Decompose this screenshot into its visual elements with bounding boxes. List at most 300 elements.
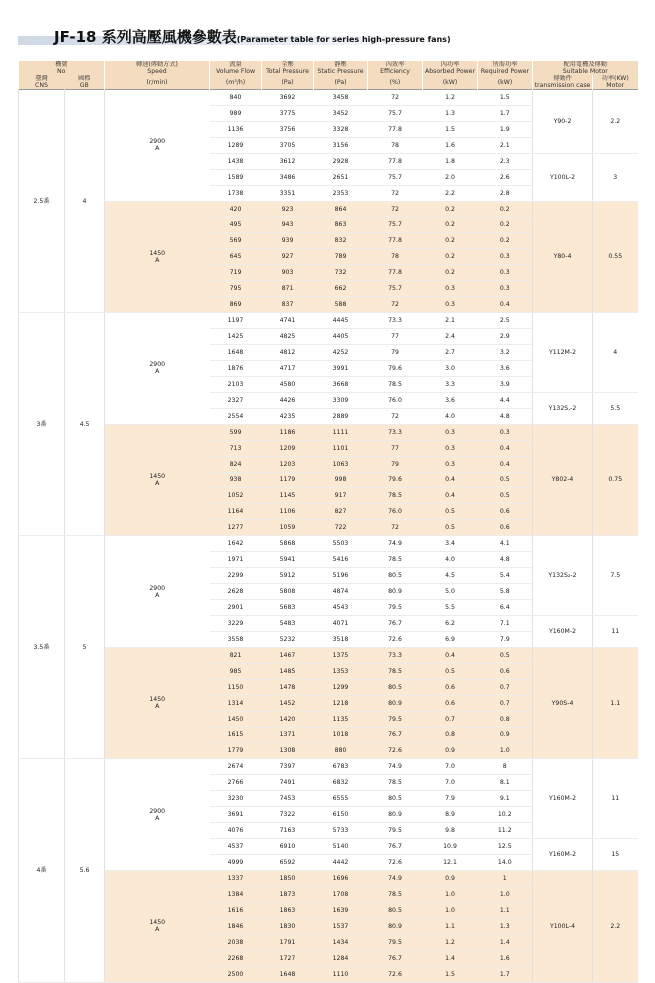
total-pressure-cell: 1186 [262,424,314,440]
flow-cell: 1589 [210,169,262,185]
transmission-cell: Y160M-2 [533,615,593,647]
required-power-cell: 1.6 [478,950,533,966]
header-speed: 轉速(傳動方式) Speed [105,61,210,75]
flow-cell: 1197 [210,313,262,329]
total-pressure-cell: 4741 [262,313,314,329]
total-pressure-cell: 923 [262,201,314,217]
flow-cell: 1971 [210,552,262,568]
required-power-cell: 0.3 [478,281,533,297]
static-pressure-cell: 3668 [314,376,368,392]
absorbed-power-cell: 7.9 [423,791,478,807]
static-pressure-cell: 5196 [314,568,368,584]
gb-model-cell: 5 [65,536,105,759]
title-subtitle: (Parameter table for series high-pressure fans) [236,35,451,44]
required-power-cell: 7.9 [478,631,533,647]
required-power-cell: 0.6 [478,663,533,679]
total-pressure-cell: 943 [262,217,314,233]
motor-power-cell: 11 [593,759,638,839]
total-pressure-cell: 3756 [262,121,314,137]
efficiency-cell: 79.5 [368,934,423,950]
flow-cell: 1384 [210,886,262,902]
absorbed-power-cell: 6.9 [423,631,478,647]
static-pressure-cell: 2928 [314,153,368,169]
efficiency-cell: 80.5 [368,791,423,807]
flow-cell: 1438 [210,153,262,169]
flow-cell: 1150 [210,679,262,695]
required-power-cell: 0.7 [478,695,533,711]
absorbed-power-cell: 2.0 [423,169,478,185]
static-pressure-cell: 3328 [314,121,368,137]
title-block [18,26,468,48]
header-transmission: 傳動件 transmission case [533,75,593,90]
transmission-cell: Y100L-2 [533,153,593,201]
unit-total-pressure: (Pa) [262,75,314,90]
speed-rpm: 1450 [149,472,166,480]
gb-model-cell: 4 [65,90,105,313]
unit-absorbed-power: (kW) [423,75,478,90]
efficiency-cell: 76.0 [368,504,423,520]
absorbed-power-cell: 1.6 [423,137,478,153]
parameter-table [18,61,638,983]
efficiency-cell: 77 [368,329,423,345]
table-row [19,90,638,106]
drive-type: A [155,814,160,822]
efficiency-cell: 72.6 [368,966,423,982]
required-power-cell: 0.7 [478,679,533,695]
required-power-cell: 1.1 [478,902,533,918]
static-pressure-cell: 1708 [314,886,368,902]
static-pressure-cell: 864 [314,201,368,217]
static-pressure-cell: 2353 [314,185,368,201]
speed-cell [105,759,210,871]
efficiency-cell: 78.5 [368,663,423,679]
required-power-cell: 5.4 [478,568,533,584]
absorbed-power-cell: 8.9 [423,807,478,823]
absorbed-power-cell: 0.2 [423,249,478,265]
motor-power-cell: 7.5 [593,536,638,616]
header-static-pressure: 靜壓 Static Pressure [314,61,368,75]
absorbed-power-cell: 0.2 [423,233,478,249]
required-power-cell: 0.6 [478,520,533,536]
total-pressure-cell: 1308 [262,743,314,759]
total-pressure-cell: 5868 [262,536,314,552]
efficiency-cell: 78.5 [368,552,423,568]
total-pressure-cell: 3612 [262,153,314,169]
absorbed-power-cell: 0.6 [423,695,478,711]
unit-efficiency: (%) [368,75,423,90]
required-power-cell: 11.2 [478,823,533,839]
flow-cell: 795 [210,281,262,297]
required-power-cell: 7.1 [478,615,533,631]
absorbed-power-cell: 3.3 [423,376,478,392]
total-pressure-cell: 1791 [262,934,314,950]
transmission-cell: Y160M-2 [533,839,593,871]
flow-cell: 869 [210,297,262,313]
required-power-cell: 2.3 [478,153,533,169]
flow-cell: 569 [210,233,262,249]
efficiency-cell: 74.9 [368,870,423,886]
drive-type: A [155,145,160,153]
total-pressure-cell: 6910 [262,839,314,855]
static-pressure-cell: 3991 [314,360,368,376]
absorbed-power-cell: 1.5 [423,966,478,982]
total-pressure-cell: 1145 [262,488,314,504]
static-pressure-cell: 6783 [314,759,368,775]
static-pressure-cell: 3518 [314,631,368,647]
table-header [19,61,638,90]
total-pressure-cell: 1209 [262,440,314,456]
efficiency-cell: 80.5 [368,902,423,918]
flow-cell: 2901 [210,600,262,616]
static-pressure-cell: 1639 [314,902,368,918]
absorbed-power-cell: 3.0 [423,360,478,376]
transmission-cell: Y160M-2 [533,759,593,839]
static-pressure-cell: 3309 [314,392,368,408]
absorbed-power-cell: 1.8 [423,153,478,169]
required-power-cell: 0.5 [478,647,533,663]
header-motor: 配用電機及傳動 Suitable Motor [533,61,638,75]
motor-power-cell: 5.5 [593,392,638,424]
flow-cell: 938 [210,472,262,488]
flow-cell: 1450 [210,711,262,727]
required-power-cell: 2.9 [478,329,533,345]
static-pressure-cell: 722 [314,520,368,536]
static-pressure-cell: 1110 [314,966,368,982]
absorbed-power-cell: 0.8 [423,727,478,743]
static-pressure-cell: 5503 [314,536,368,552]
efficiency-cell: 76.0 [368,392,423,408]
table-row [19,201,638,217]
absorbed-power-cell: 0.9 [423,743,478,759]
efficiency-cell: 74.9 [368,536,423,552]
efficiency-cell: 79.6 [368,360,423,376]
required-power-cell: 0.6 [478,504,533,520]
total-pressure-cell: 1648 [262,966,314,982]
efficiency-cell: 79.5 [368,823,423,839]
required-power-cell: 4.8 [478,552,533,568]
motor-power-cell: 4 [593,313,638,393]
speed-cell [105,90,210,202]
required-power-cell: 9.1 [478,791,533,807]
flow-cell: 713 [210,440,262,456]
efficiency-cell: 79.5 [368,711,423,727]
flow-cell: 1738 [210,185,262,201]
flow-cell: 4999 [210,855,262,871]
flow-cell: 1164 [210,504,262,520]
total-pressure-cell: 7322 [262,807,314,823]
required-power-cell: 8 [478,759,533,775]
required-power-cell: 0.3 [478,424,533,440]
total-pressure-cell: 3692 [262,90,314,106]
required-power-cell: 0.4 [478,456,533,472]
efficiency-cell: 77 [368,440,423,456]
efficiency-cell: 75.7 [368,169,423,185]
required-power-cell: 3.2 [478,345,533,361]
flow-cell: 1779 [210,743,262,759]
required-power-cell: 3.9 [478,376,533,392]
flow-cell: 495 [210,217,262,233]
motor-power-cell: 1.1 [593,647,638,759]
absorbed-power-cell: 3.4 [423,536,478,552]
required-power-cell: 0.5 [478,472,533,488]
efficiency-cell: 80.9 [368,807,423,823]
required-power-cell: 6.4 [478,600,533,616]
speed-cell [105,870,210,982]
required-power-cell: 2.5 [478,313,533,329]
total-pressure-cell: 903 [262,265,314,281]
static-pressure-cell: 6150 [314,807,368,823]
absorbed-power-cell: 0.2 [423,265,478,281]
flow-cell: 2327 [210,392,262,408]
required-power-cell: 4.4 [478,392,533,408]
static-pressure-cell: 4543 [314,600,368,616]
required-power-cell: 0.9 [478,727,533,743]
absorbed-power-cell: 6.2 [423,615,478,631]
efficiency-cell: 79 [368,456,423,472]
total-pressure-cell: 1863 [262,902,314,918]
transmission-cell: Y132S₂-2 [533,536,593,616]
required-power-cell: 2.6 [478,169,533,185]
absorbed-power-cell: 1.5 [423,121,478,137]
unit-speed: (r/min) [105,75,210,90]
required-power-cell: 14.0 [478,855,533,871]
total-pressure-cell: 4235 [262,408,314,424]
static-pressure-cell: 1299 [314,679,368,695]
flow-cell: 2038 [210,934,262,950]
total-pressure-cell: 1059 [262,520,314,536]
required-power-cell: 4.8 [478,408,533,424]
speed-cell [105,536,210,648]
drive-type: A [155,256,160,264]
absorbed-power-cell: 5.0 [423,584,478,600]
total-pressure-cell: 1478 [262,679,314,695]
speed-cell [105,313,210,425]
required-power-cell: 1.3 [478,918,533,934]
static-pressure-cell: 662 [314,281,368,297]
efficiency-cell: 80.9 [368,695,423,711]
total-pressure-cell: 3705 [262,137,314,153]
absorbed-power-cell: 2.2 [423,185,478,201]
table-row [19,759,638,775]
absorbed-power-cell: 0.3 [423,281,478,297]
efficiency-cell: 76.7 [368,839,423,855]
flow-cell: 599 [210,424,262,440]
absorbed-power-cell: 0.5 [423,520,478,536]
total-pressure-cell: 1873 [262,886,314,902]
efficiency-cell: 78 [368,249,423,265]
efficiency-cell: 78.5 [368,376,423,392]
flow-cell: 2299 [210,568,262,584]
unit-required-power: (kW) [478,75,533,90]
transmission-cell: Y90S-4 [533,647,593,759]
flow-cell: 645 [210,249,262,265]
total-pressure-cell: 939 [262,233,314,249]
total-pressure-cell: 1420 [262,711,314,727]
total-pressure-cell: 3775 [262,105,314,121]
total-pressure-cell: 1452 [262,695,314,711]
flow-cell: 1337 [210,870,262,886]
speed-rpm: 2900 [149,361,166,369]
motor-power-cell: 3 [593,153,638,201]
efficiency-cell: 80.9 [368,584,423,600]
static-pressure-cell: 5140 [314,839,368,855]
flow-cell: 420 [210,201,262,217]
flow-cell: 1615 [210,727,262,743]
absorbed-power-cell: 0.4 [423,488,478,504]
motor-power-cell: 0.55 [593,201,638,313]
static-pressure-cell: 1375 [314,647,368,663]
required-power-cell: 0.2 [478,201,533,217]
required-power-cell: 0.2 [478,233,533,249]
total-pressure-cell: 7453 [262,791,314,807]
efficiency-cell: 80.5 [368,568,423,584]
flow-cell: 2554 [210,408,262,424]
flow-cell: 1648 [210,345,262,361]
header-total-pressure: 全壓 Total Pressure [262,61,314,75]
required-power-cell: 0.3 [478,249,533,265]
static-pressure-cell: 5416 [314,552,368,568]
flow-cell: 1289 [210,137,262,153]
cns-model-cell: 4番 [19,759,65,982]
static-pressure-cell: 1018 [314,727,368,743]
absorbed-power-cell: 4.5 [423,568,478,584]
table-row [19,870,638,886]
total-pressure-cell: 5683 [262,600,314,616]
flow-cell: 1616 [210,902,262,918]
speed-rpm: 1450 [149,696,166,704]
flow-cell: 824 [210,456,262,472]
gb-model-cell: 5.6 [65,759,105,982]
absorbed-power-cell: 0.5 [423,663,478,679]
table-row [19,424,638,440]
static-pressure-cell: 2889 [314,408,368,424]
header-motor-power: 功率(KW) Motor [593,75,638,90]
static-pressure-cell: 732 [314,265,368,281]
required-power-cell: 12.5 [478,839,533,855]
drive-type: A [155,368,160,376]
static-pressure-cell: 2651 [314,169,368,185]
required-power-cell: 8.1 [478,775,533,791]
efficiency-cell: 72 [368,297,423,313]
flow-cell: 1846 [210,918,262,934]
transmission-cell: Y80-4 [533,201,593,313]
efficiency-cell: 72 [368,201,423,217]
table-row [19,647,638,663]
flow-cell: 1876 [210,360,262,376]
efficiency-cell: 78.5 [368,886,423,902]
total-pressure-cell: 1485 [262,663,314,679]
total-pressure-cell: 1727 [262,950,314,966]
static-pressure-cell: 1111 [314,424,368,440]
required-power-cell: 0.2 [478,217,533,233]
total-pressure-cell: 5483 [262,615,314,631]
absorbed-power-cell: 2.1 [423,313,478,329]
total-pressure-cell: 3486 [262,169,314,185]
static-pressure-cell: 4874 [314,584,368,600]
flow-cell: 3229 [210,615,262,631]
absorbed-power-cell: 0.3 [423,456,478,472]
flow-cell: 985 [210,663,262,679]
absorbed-power-cell: 7.0 [423,775,478,791]
static-pressure-cell: 1353 [314,663,368,679]
flow-cell: 3230 [210,791,262,807]
static-pressure-cell: 863 [314,217,368,233]
required-power-cell: 0.4 [478,440,533,456]
flow-cell: 3691 [210,807,262,823]
required-power-cell: 1.0 [478,886,533,902]
efficiency-cell: 78.5 [368,488,423,504]
total-pressure-cell: 7163 [262,823,314,839]
required-power-cell: 1 [478,870,533,886]
absorbed-power-cell: 7.0 [423,759,478,775]
efficiency-cell: 72 [368,90,423,106]
table-body [19,90,638,983]
static-pressure-cell: 4445 [314,313,368,329]
speed-rpm: 2900 [149,584,166,592]
total-pressure-cell: 7397 [262,759,314,775]
static-pressure-cell: 1284 [314,950,368,966]
title-main-text: JF-18 系列高壓風機參數表 [54,28,237,46]
required-power-cell: 1.0 [478,743,533,759]
static-pressure-cell: 3156 [314,137,368,153]
drive-type: A [155,703,160,711]
efficiency-cell: 72.6 [368,855,423,871]
absorbed-power-cell: 1.1 [423,918,478,934]
speed-rpm: 2900 [149,807,166,815]
efficiency-cell: 75.7 [368,105,423,121]
motor-power-cell: 15 [593,839,638,871]
efficiency-cell: 73.3 [368,647,423,663]
absorbed-power-cell: 0.3 [423,424,478,440]
flow-cell: 840 [210,90,262,106]
static-pressure-cell: 917 [314,488,368,504]
total-pressure-cell: 4426 [262,392,314,408]
required-power-cell: 1.4 [478,934,533,950]
efficiency-cell: 76.7 [368,950,423,966]
speed-rpm: 2900 [149,138,166,146]
flow-cell: 2766 [210,775,262,791]
flow-cell: 2500 [210,966,262,982]
speed-cell [105,424,210,536]
table-row [19,313,638,329]
required-power-cell: 3.6 [478,360,533,376]
total-pressure-cell: 3351 [262,185,314,201]
flow-cell: 1277 [210,520,262,536]
absorbed-power-cell: 1.4 [423,950,478,966]
required-power-cell: 4.1 [478,536,533,552]
absorbed-power-cell: 0.5 [423,504,478,520]
flow-cell: 4076 [210,823,262,839]
total-pressure-cell: 4812 [262,345,314,361]
required-power-cell: 1.7 [478,105,533,121]
static-pressure-cell: 4252 [314,345,368,361]
efficiency-cell: 78 [368,137,423,153]
unit-static-pressure: (Pa) [314,75,368,90]
flow-cell: 989 [210,105,262,121]
static-pressure-cell: 3458 [314,90,368,106]
absorbed-power-cell: 1.0 [423,902,478,918]
efficiency-cell: 72.6 [368,631,423,647]
required-power-cell: 1.7 [478,966,533,982]
static-pressure-cell: 1101 [314,440,368,456]
absorbed-power-cell: 0.7 [423,711,478,727]
flow-cell: 1136 [210,121,262,137]
table-row [19,536,638,552]
total-pressure-cell: 5912 [262,568,314,584]
static-pressure-cell: 4405 [314,329,368,345]
total-pressure-cell: 4580 [262,376,314,392]
total-pressure-cell: 1467 [262,647,314,663]
